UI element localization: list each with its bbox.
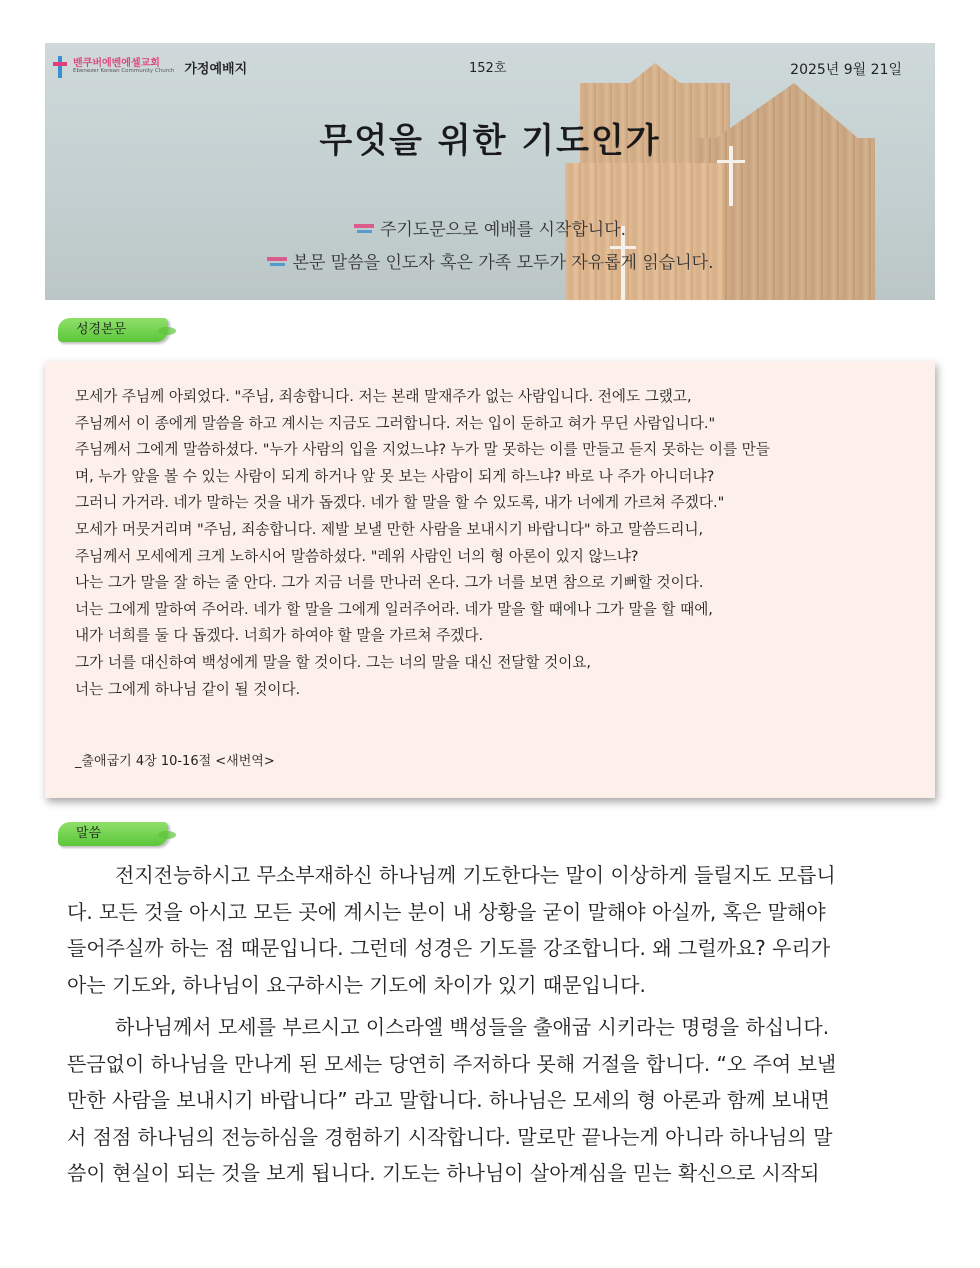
intro-text: 주기도문으로 예배를 시작합니다.	[379, 220, 627, 240]
bible-line: 며, 누가 앞을 볼 수 있는 사람이 되게 하거나 앞 못 보는 사람이 되게 하느냐? 바로 나 주가 아니더냐?	[75, 467, 715, 485]
issue-number: 152호	[469, 61, 507, 76]
bible-line: 나는 그가 말을 잘 하는 줄 안다. 그가 지금 너를 만나러 온다. 그가 너를 보면 참으로 기뻐할 것이다.	[75, 574, 704, 592]
header-banner	[45, 43, 935, 300]
bible-passage-box	[45, 361, 935, 798]
bulletin-title: 가정예배지	[184, 61, 248, 77]
bible-line: 모세가 주님께 아뢰었다. "주님, 죄송합니다. 저는 본래 말재주가 없는 사람입니다. 전에도 그랬고,	[75, 388, 692, 405]
bible-line: 모세가 머뭇거리며 "주님, 죄송합니다. 제발 보낼 만한 사람을 보내시기 바랍니다" 하고 말씀드리니,	[75, 520, 704, 538]
bible-line: 주님께서 모세에게 크게 노하시어 말씀하셨다. "레위 사람인 너의 형 아론이 있지 않느냐?	[75, 547, 639, 565]
sermon-line: 씀이 현실이 되는 것을 보게 됩니다. 기도는 하나님이 살아계심을 믿는 확신으로 시작되	[67, 1161, 820, 1185]
bible-line: 그가 너를 대신하여 백성에게 말을 할 것이다. 그는 너의 말을 대신 전달할 것이요,	[75, 653, 592, 671]
sermon-line: 하나님께서 모세를 부르시고 이스라엘 백성들을 출애굽 시키라는 명령을 하십니다.	[115, 1015, 830, 1039]
church-logo-icon	[267, 257, 287, 269]
sermon-line: 서 점점 하나님의 전능하심을 경험하기 시작합니다. 말로만 끝나는게 아니라 하나님의 말	[67, 1124, 833, 1149]
bulletin-date: 2025년 9월 21일	[790, 62, 902, 78]
bible-line: 주님께서 이 종에게 말씀을 하고 계시는 지금도 그러합니다. 저는 입이 둔하고 혀가 무딘 사람입니다."	[75, 414, 716, 432]
sermon-line: 뜬금없이 하나님을 만나게 된 모세는 당연히 주저하다 못해 거절을 합니다. “오 주여 보낼	[67, 1051, 837, 1076]
church-name-english: Ebenezer Korean Community Church	[73, 68, 175, 75]
church-name: 밴쿠버에벤에셀교회	[73, 57, 160, 69]
sermon-line: 들어주실까 하는 점 때문입니다. 그런데 성경은 기도를 강조합니다. 왜 그럴까요? 우리가	[67, 936, 831, 960]
church-logo	[53, 56, 247, 78]
bible-line: 주님께서 그에게 말씀하셨다. "누가 사람의 입을 지었느냐? 누가 말 못하는 이를 만들고 듣지 못하는 이를 만들	[75, 441, 770, 459]
intro-line	[45, 215, 935, 240]
bible-line: 내가 너희를 둘 다 돕겠다. 너희가 하여야 할 말을 가르쳐 주겠다.	[75, 627, 484, 645]
bible-line: 너는 그에게 하나님 같이 될 것이다.	[75, 680, 301, 698]
sermon-line: 만한 사람을 보내시기 바랍니다” 라고 말합니다. 하나님은 모세의 형 아론과 함께 보내면	[67, 1088, 830, 1112]
section-label-sermon: 말씀	[58, 822, 168, 846]
bible-line: 그러니 가거라. 네가 말하는 것을 내가 돕겠다. 네가 할 말을 할 수 있도록, 내가 너에게 가르쳐 주겠다."	[75, 494, 725, 512]
sermon-line: 아는 기도와, 하나님이 요구하시는 기도에 차이가 있기 때문입니다.	[67, 972, 646, 997]
intro-line	[45, 248, 935, 273]
sermon-body	[67, 857, 912, 1192]
intro-text: 본문 말씀을 인도자 혹은 가족 모두가 자유롭게 읽습니다.	[292, 253, 714, 273]
page-title: 무엇을 위한 기도인가	[319, 121, 661, 161]
sermon-line: 전지전능하시고 무소부재하신 하나님께 기도한다는 말이 이상하게 들릴지도 모릅니	[115, 863, 836, 887]
bible-reference: _출애굽기 4장 10-16절 <새번역>	[75, 754, 275, 769]
bible-line: 너는 그에게 말하여 주어라. 네가 할 말을 그에게 일러주어라. 네가 말을 할 때에나 그가 말을 할 때에,	[75, 600, 713, 618]
section-label-bible: 성경본문	[58, 318, 168, 342]
church-cross-logo-icon	[53, 56, 67, 78]
church-logo-icon	[354, 224, 374, 236]
sermon-line: 다. 모든 것을 아시고 모든 곳에 계시는 분이 내 상황을 굳이 말해야 아실까, 혹은 말해야	[67, 899, 826, 924]
